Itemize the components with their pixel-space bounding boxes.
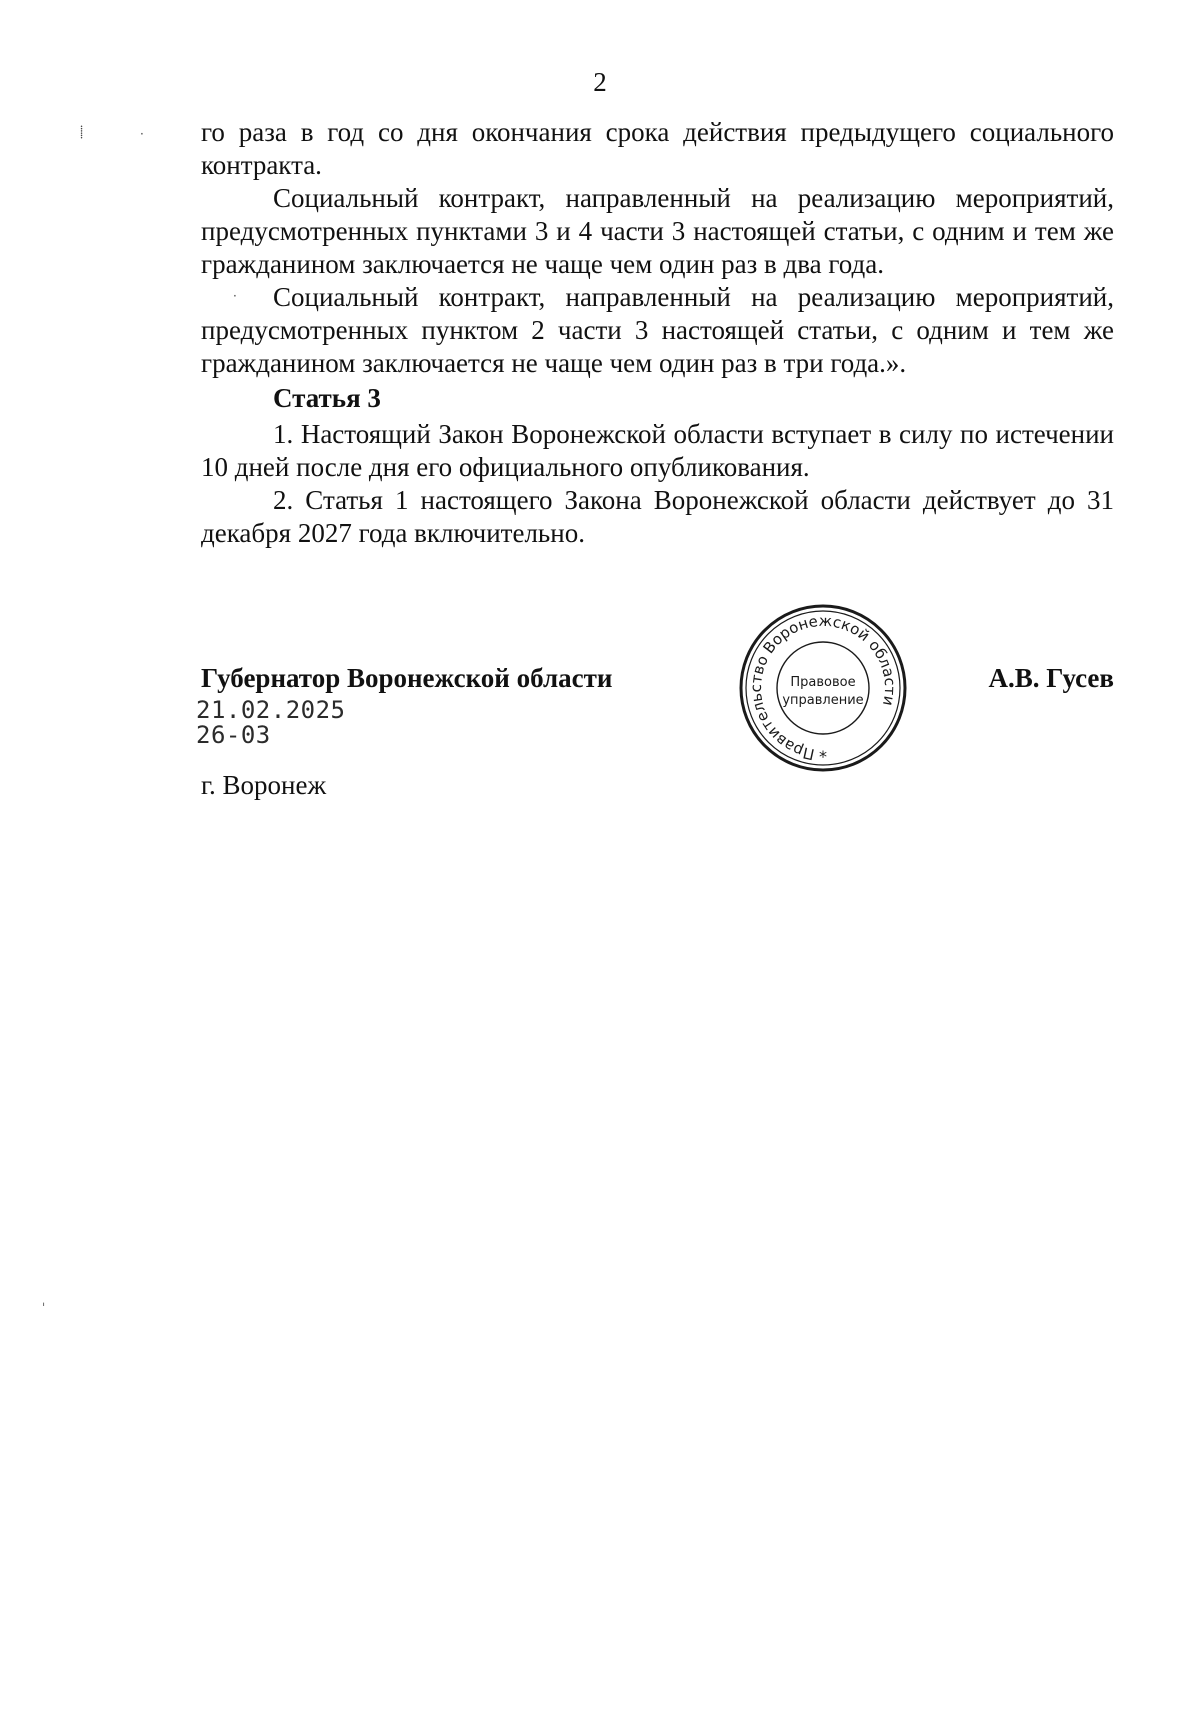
scan-speck: ⸽ (80, 125, 84, 139)
article-3-heading: Статья 3 (273, 383, 381, 413)
scan-speck: ˌ (42, 1293, 46, 1307)
seal-graphic (737, 602, 909, 774)
paragraph-contract-two-years: Социальный контракт, направленный на реализацию мероприятий, предусмотренных пунктами 3 и 4 части 3 настоящей статьи, с одним и тем же гражданином заключается не чаще чем один раз в два года. (201, 183, 1114, 279)
scan-speck: · (233, 289, 237, 303)
signatory-title: Губернатор Воронежской области (201, 663, 613, 693)
document-body (201, 116, 1114, 550)
registration-date: 21.02.2025 (196, 696, 346, 724)
official-seal (737, 602, 909, 774)
seal-center-line-1: Правовое (790, 675, 856, 690)
seal-ring-text: Правительство Воронежской области (746, 611, 900, 764)
signatory-name: А.В. Гусев (988, 663, 1114, 693)
seal-center-line-2: управление (782, 693, 864, 708)
article-3-item-1: 1. Настоящий Закон Воронежской области вступает в силу по истечении 10 дней после дня его официального опубликования. (201, 419, 1114, 482)
place-of-signing: г. Воронеж (201, 770, 327, 800)
seal-star: * (819, 747, 827, 766)
registration-number: 26-03 (196, 721, 271, 749)
registration-stamp (196, 698, 346, 748)
paragraph-continuation: го раза в год со дня окончания срока действия предыдущего социального контракта. (201, 117, 1114, 180)
page-number: 2 (593, 67, 607, 97)
paragraph-contract-three-years: Социальный контракт, направленный на реализацию мероприятий, предусмотренных пунктом 2 части 3 настоящей статьи, с одним и тем же гражданином заключается не чаще чем один раз в три года.». (201, 282, 1114, 378)
scan-speck: · (140, 127, 144, 141)
article-3-item-2: 2. Статья 1 настоящего Закона Воронежской области действует до 31 декабря 2027 года включительно. (201, 485, 1114, 548)
